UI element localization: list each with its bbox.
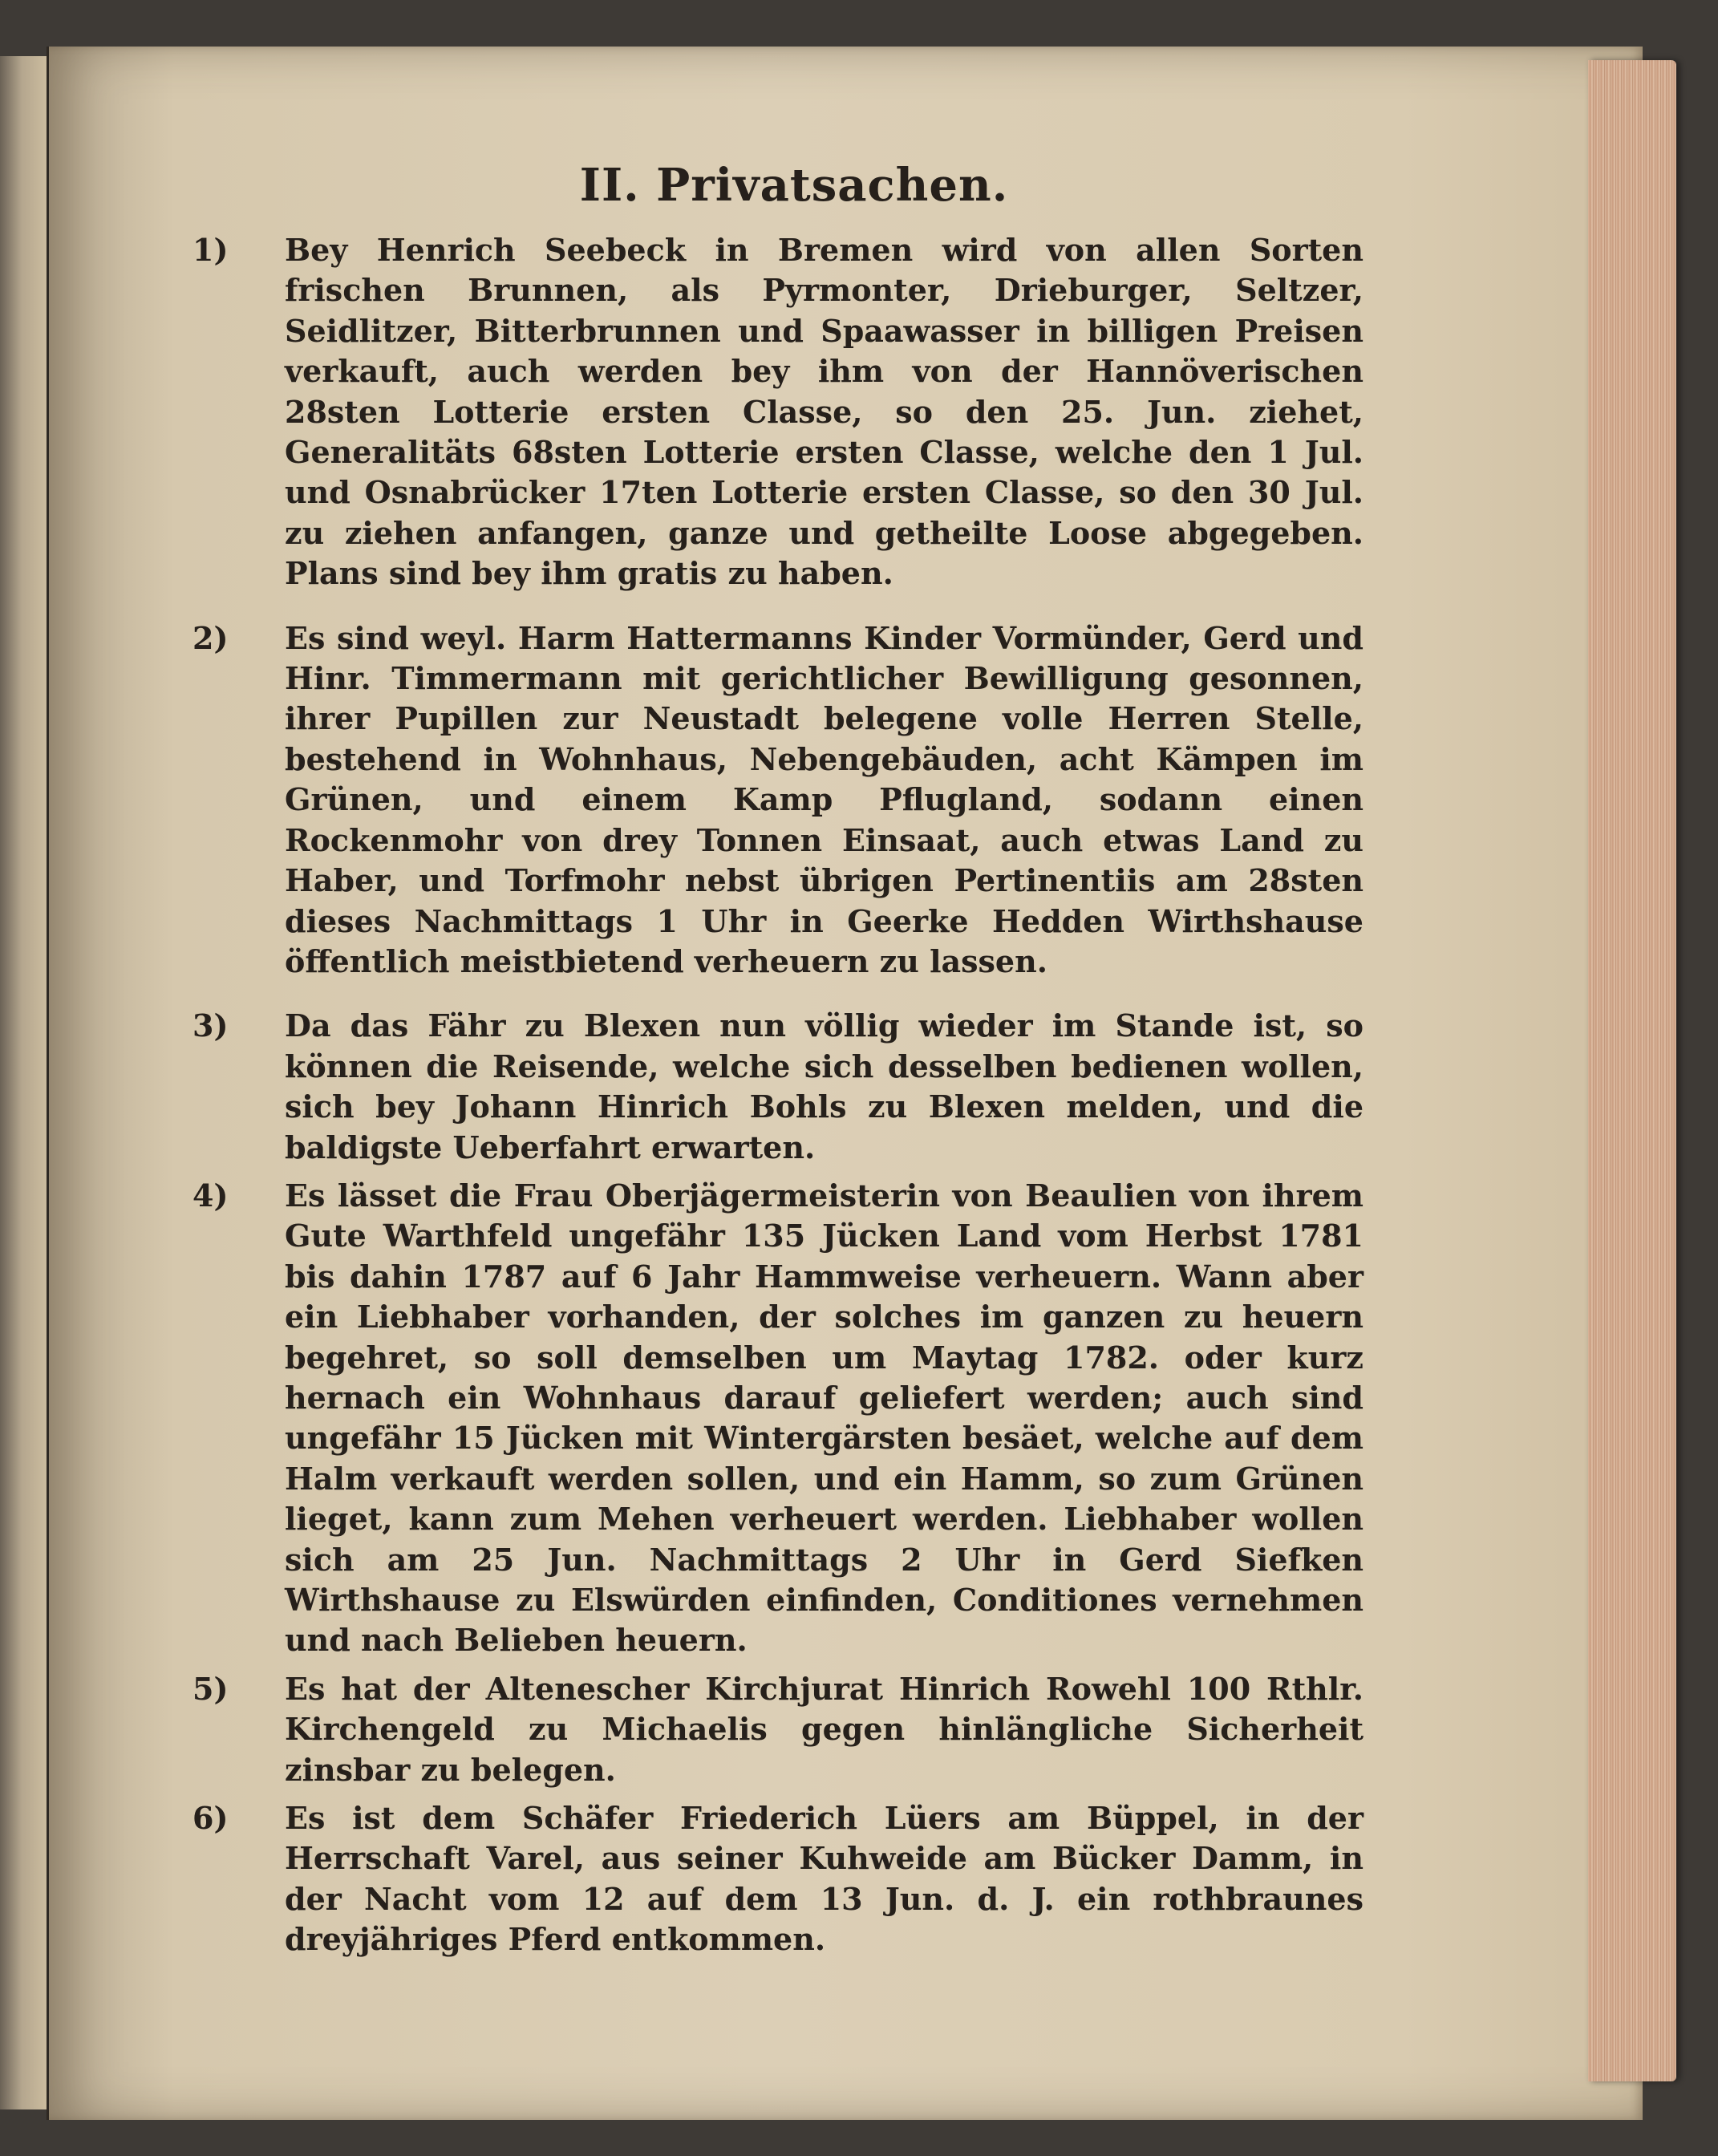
entry-1: [192, 230, 1363, 594]
entry-number: 1): [192, 232, 229, 268]
entry-text: Es lässet die Frau Oberjägermeisterin von Beaulien von ihrem Gute Warthfeld ungefähr 135 Jücken Land vom Herbst 1781 bis dahin 1787 auf 6 Jahr Hammweise verheuern. Wann aber ein Liebhaber vorhanden, der solches im ganzen zu heuern begehret, so soll demselben um Maytag 1782. oder kurz hernach ein Wohnhaus darauf geliefert werden; auch sind ungefähr 15 Jücken mit Wintergärsten besäet, welche auf dem Halm verkauft werden sollen, und ein Hamm, so zum Grünen lieget, kann zum Mehen verheuert werden. Liebhaber wollen sich am 25 Jun. Nachmittags 2 Uhr in Gerd Siefken Wirthshause zu Elswürden einfinden, Conditiones vernehmen und nach Belieben heuern.: [285, 1177, 1363, 1659]
entry-number: 2): [192, 619, 229, 656]
entry-6: [192, 1798, 1363, 1960]
entry-2: [192, 618, 1363, 983]
previous-page-edge: [0, 56, 48, 2109]
entry-3: [192, 1006, 1363, 1168]
stacked-page-edges: [1588, 60, 1676, 2081]
page-content: [192, 156, 1363, 1968]
entry-text: Es sind weyl. Harm Hattermanns Kinder Vormünder, Gerd und Hinr. Timmermann mit gerichtlicher Bewilligung gesonnen, ihrer Pupillen zur Neustadt belegene volle Herren Stelle, bestehend in Wohnhaus, Nebengebäuden, acht Kämpen im Grünen, und einem Kamp Pflugland, sodann einen Rockenmohr von drey Tonnen Einsaat, auch etwas Land zu Haber, und Torfmohr nebst übrigen Pertinentiis am 28sten dieses Nachmittags 1 Uhr in Geerke Hedden Wirthshause öffentlich meistbietend verheuern zu lassen.: [285, 619, 1363, 979]
entry-text: Es ist dem Schäfer Friederich Lüers am Büppel, in der Herrschaft Varel, aus seiner Kuhweide am Bücker Damm, in der Nacht vom 12 auf dem 13 Jun. d. J. ein rothbraunes dreyjähriges Pferd entkommen.: [285, 1800, 1363, 1958]
entry-number: 6): [192, 1800, 229, 1837]
section-heading: II. Privatsachen.: [579, 159, 1009, 212]
entry-number: 5): [192, 1670, 229, 1707]
entry-5: [192, 1669, 1363, 1790]
entry-text: Da das Fähr zu Blexen nun völlig wieder im Stande ist, so können die Reisende, welche sich desselben bedienen wollen, sich bey Johann Hinrich Bohls zu Blexen melden, und die baldigste Ueberfahrt erwarten.: [285, 1007, 1363, 1165]
entry-4: [192, 1176, 1363, 1661]
entry-text: Bey Henrich Seebeck in Bremen wird von allen Sorten frischen Brunnen, als Pyrmonter, Drieburger, Seltzer, Seidlitzer, Bitterbrunnen und Spaawasser in billigen Preisen verkauft, auch werden bey ihm von der Hannöverischen 28sten Lotterie ersten Classe, so den 25. Jun. ziehet, Generalitäts 68sten Lotterie ersten Classe, welche den 1 Jul. und Osnabrücker 17ten Lotterie ersten Classe, so den 30 Jul. zu ziehen anfangen, ganze und getheilte Loose abgegeben. Plans sind bey ihm gratis zu haben.: [285, 232, 1363, 592]
entry-number: 3): [192, 1007, 229, 1044]
entry-number: 4): [192, 1177, 229, 1214]
entry-text: Es hat der Altenescher Kirchjurat Hinrich Rowehl 100 Rthlr. Kirchengeld zu Michaelis gegen hinlängliche Sicherheit zinsbar zu belegen.: [285, 1670, 1363, 1788]
binding-gutter: [47, 47, 49, 2120]
